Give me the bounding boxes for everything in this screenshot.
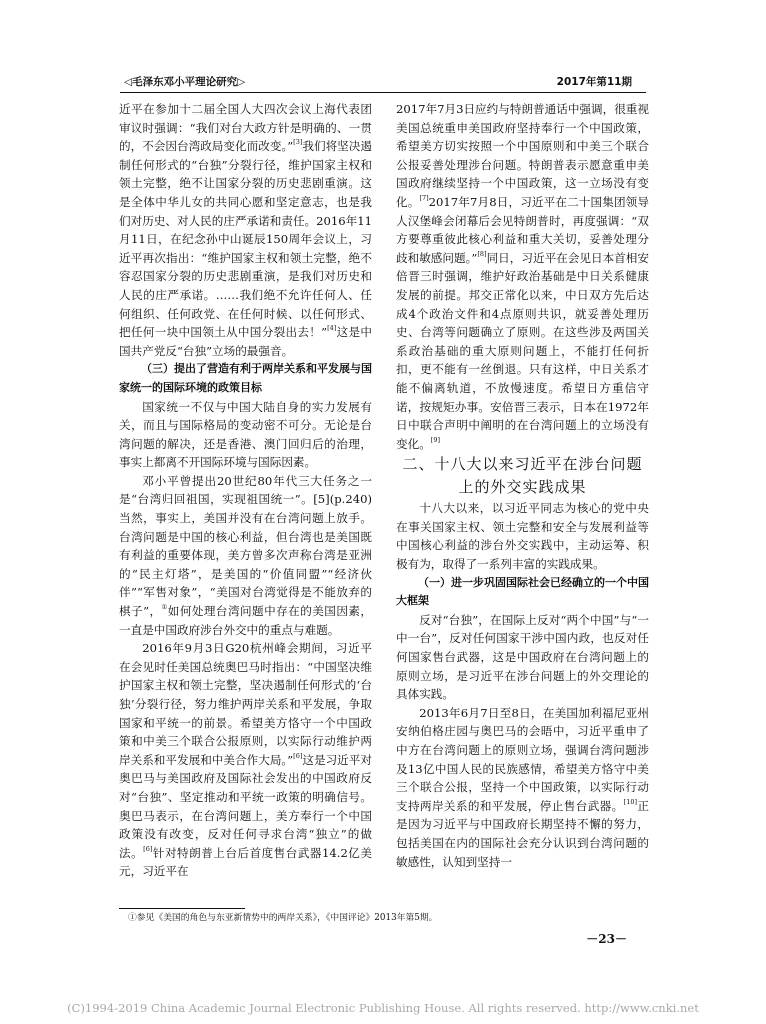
citation-ref: [10]: [623, 797, 637, 806]
issue-label: 2017年第11期: [556, 76, 632, 88]
text-run: 如何处理台湾问题中存在的美国因素，一直是中国政府涉台外交中的重点与难题。: [119, 604, 372, 637]
body-paragraph: [119, 100, 372, 360]
body-paragraph: [396, 100, 649, 453]
text-run: 国家统一不仅与中国大陆自身的实力发展有关，而且与国际格局的变动密不可分。无论是台湾问题的解决，还是香港、澳门回归后的治理，事实上都离不开国际环境与国际因素。: [119, 399, 372, 470]
text-run: 近平在参加十二届全国人大四次会议上海代表团审议时强调：“我们对台大政方针是明确的、一贯的，不会因台湾政局变化而改变。”: [119, 102, 372, 154]
text-run: 2017年7月8日，习近平在二十国集团领导人汉堡峰会闭幕后会见特朗普时，再度强调：“双方要尊重彼此核心利益和重大关切，妥善处理分歧和敏感问题。”: [396, 194, 649, 265]
text-run: 十八大以来，以习近平同志为核心的党中央在事关国家主权、领土完整和安全与发展利益等中国核心利益的涉台外交实践中，主动运筹、积极有为，取得了一系列丰富的实践成果。: [396, 501, 649, 572]
body-paragraph: [396, 704, 649, 871]
text-run: 2013年6月7日至8日，在美国加利福尼亚州安纳伯格庄园与奥巴马的会晤中，习近平重申了中方在台湾问题上的原则立场，强调台湾问题涉及13亿中国人民的民族感情，希望美方恪守中美三个联合公报，坚持一个中国政策，以实际行动支持两岸关系的和平发展，停止售台武器。: [396, 705, 649, 813]
footnote: ①参见《美国的角色与东亚新情势中的两岸关系》，《中国评论》2013年第5期。: [128, 913, 438, 923]
text-run: 邓小平曾提出20世纪80年代三大任务之一是“台湾归回祖国，实现祖国统一”。: [119, 473, 372, 507]
text-run: 这是中国共产党反“台独”立场的最强音。: [119, 325, 372, 358]
body-paragraph: [396, 499, 649, 573]
body-paragraph: [396, 611, 649, 704]
journal-title: ◁毛泽东邓小平理论研究▷: [124, 76, 246, 88]
citation-ref: [9]: [430, 435, 441, 444]
citation-ref: [4]: [327, 324, 337, 333]
citation-ref: [6]: [293, 751, 303, 760]
citation-ref: [3]: [293, 138, 303, 147]
subsection-heading: （一）进一步巩固国际社会已经确立的一个中国大框架: [396, 575, 649, 608]
text-run: 我们将坚决遏制任何形式的“台独”分裂行径，维护国家主权和领土完整，绝不让国家分裂的历史悲剧重演。这是全体中华儿女的共同心愿和坚定意志，也是我们对历史、对人民的庄严承诺和责任。2016年11月11日，在纪念孙中山诞辰150周年会议上，习近平再次指出：“维护国家主权和领土完整，绝不容忍国家分裂的历史悲剧重演，是我们对历史和人民的庄严承诺。……我们绝不允许任何人、任何组织、任何政党、在任何时候、以任何形式、把任何一块中国领土从中国分裂出去！”: [119, 139, 372, 340]
text-run: 针对特朗普上台后首度售台武器14.2亿美元，习近平在: [119, 845, 372, 879]
section-title: 二、十八大以来习近平在涉台问题上的外交实践成果: [402, 455, 643, 497]
text-run: 反对“台独”，在国际上反对“两个中国”与“一中一台”，反对任何国家干涉中国内政，也反对任何国家售台武器，这是中国政府在台湾问题上的原则立场，是习近平在涉台问题上的外交理论的具体实践。: [396, 612, 649, 702]
citation-ref: [6]: [143, 844, 153, 853]
text-run: [5](p.240): [313, 492, 372, 507]
text-run: 这是习近平对奥巴马与美国政府及国际社会发出的中国政府反对“台独”、坚定推动和平统一政策的明确信号。奥巴马表示，在台湾问题上，美方奉行一个中国政策没有改变，反对任何寻求台湾“独立”的做法。: [119, 752, 372, 860]
citation-ref: [8]: [477, 249, 487, 258]
text-run: 2017年7月3日应约与特朗普通话中强调，很重视美国总统重申美国政府坚持奉行一个中国政策，希望美方切实按照一个中国原则和中美三个联合公报妥善处理涉台问题。特朗普表示愿意重申美国政府继续坚持一个中国政策，这一立场没有变化。: [396, 102, 649, 209]
body-paragraph: [119, 639, 372, 881]
header-divider: [120, 92, 646, 93]
text-run: 正是因为习近平与中国政府长期坚持不懈的努力，包括美国在内的国际社会充分认识到台湾问题的敏感性，认知到坚持一: [396, 798, 649, 869]
body-paragraph: [119, 398, 372, 472]
left-column: [119, 100, 372, 881]
body-paragraph: [119, 472, 372, 639]
text-run: 2016年9月3日G20杭州峰会期间，习近平在会见时任美国总统奥巴马时指出：“中国坚决维护国家主权和领土完整，坚决遏制任何形式的‘台独’分裂行径，努力维护两岸关系和平发展，争取国家和平统一的前景。希望美方恪守一个中国政策和中美三个联合公报原则，以实际行动维护两岸关系和平发展和中美合作大局。”: [119, 641, 372, 767]
text-run: 同日，习近平在会见日本首相安倍晋三时强调，维护好政治基础是中日关系健康发展的前提。邦交正常化以来，中日双方先后达成4个政治文件和4点原则共识，就妥善处理历史、台湾等问题确立了原则。在这些涉及两国关系政治基础的重大原则问题上，不能打任何折扣，更不能有一丝倒退。只有这样，中日关系才能不偏离轨道，不放慢速度。希望日方重信守诺，按规矩办事。安倍晋三表示，日本在1972年日中联合声明中阐明的在台湾问题上的立场没有变化。: [396, 250, 649, 451]
page-number: －23－: [586, 932, 627, 946]
citation-ref: ①: [161, 603, 168, 612]
copyright-watermark: (C)1994-2019 China Academic Journal Electronic Publishing House. All rights reserved. http://www.cnki.net: [67, 1001, 699, 1015]
subsection-heading: （三）提出了营造有利于两岸关系和平发展与国家统一的国际环境的政策目标: [119, 362, 372, 394]
text-run: 当然，事实上，美国并没有在台湾问题上放手。台湾问题是中国的核心利益，但台湾也是美国既有利益的重要体现，美方曾多次声称台湾是亚洲的“民主灯塔”，是美国的“价值同盟”“经济伙伴”“军售对象”，“美国对台湾觉得是不能放弃的棋子”，: [119, 511, 372, 619]
citation-ref: [7]: [419, 193, 429, 202]
right-column: [396, 100, 649, 871]
footnote-divider: [119, 908, 245, 909]
